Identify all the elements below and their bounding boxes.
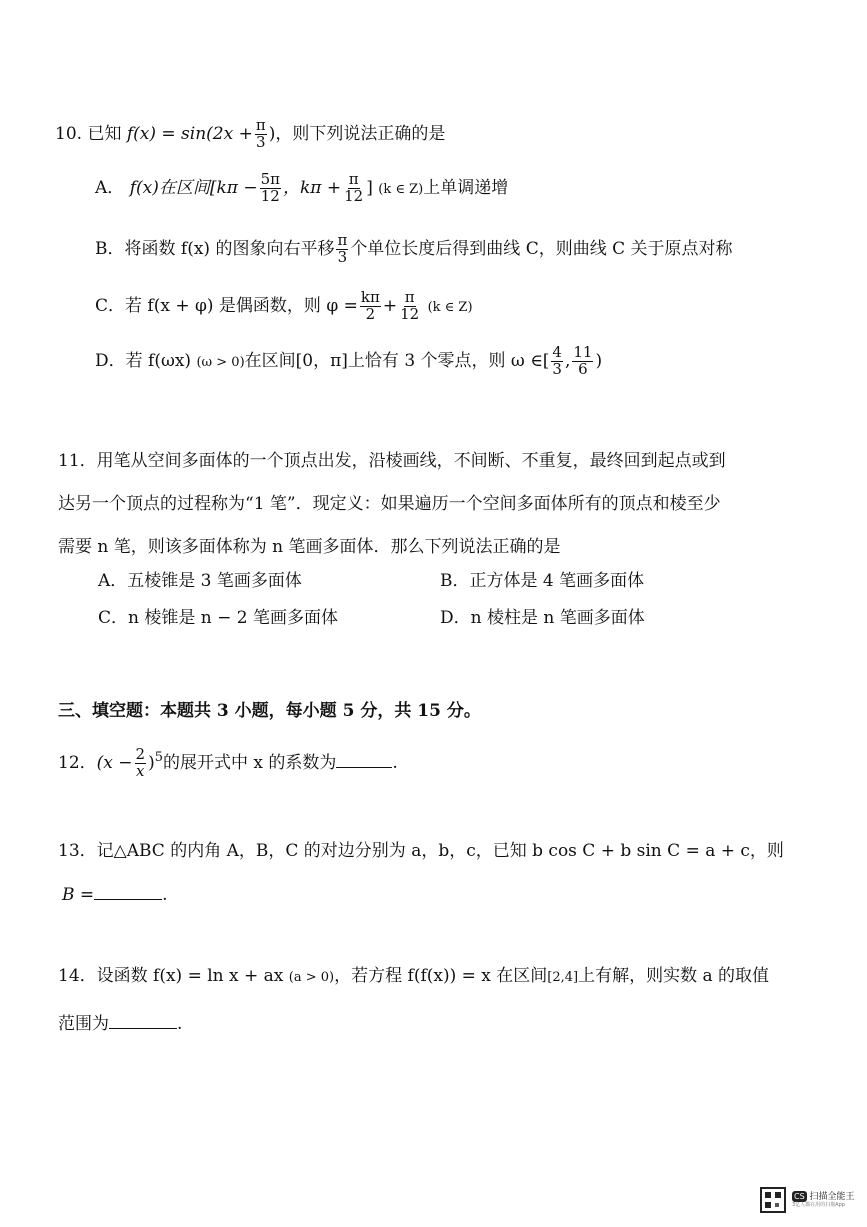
q11-option-a: A．五棱锥是 3 笔画多面体 (98, 571, 302, 591)
q12: 12．(x − $\frac{2}{x}$ )$^5$的展开式中 x 的系数为 . (58, 745, 398, 780)
qr-code-icon (760, 1187, 786, 1213)
q10-option-b: B．将函数 f(x) 的图象向右平移 $\frac{\pi}{3}$ 个单位长度后得到曲线 C，则曲线 C 关于原点对称 (95, 231, 733, 266)
scanner-watermark (760, 1183, 860, 1217)
q11-option-b: B．正方体是 4 笔画多面体 (440, 571, 645, 591)
q11-line-2: 达另一个顶点的过程称为“1 笔”．现定义：如果遍历一个空间多面体所有的顶点和棱至少 (58, 494, 721, 514)
q11-line-3: 需要 n 笔，则该多面体称为 n 笔画多面体．那么下列说法正确的是 (58, 537, 561, 557)
q10-option-a: A． f(x)在区间[kπ − $\frac{5\pi}{12}$ ，kπ + $\frac{\pi}{12}$ ] (k ∈ Z)上单调递增 (95, 170, 509, 205)
answer-blank (336, 753, 392, 768)
q13-line-1: 13．记△ABC 的内角 A，B，C 的对边分别为 a，b，c，已知 b cos C + b sin C = a + c，则 (58, 841, 784, 861)
q11-option-c: C．n 棱锥是 n − 2 笔画多面体 (98, 608, 338, 628)
section-heading: 三、填空题：本题共 3 小题，每小题 5 分，共 15 分。 (58, 701, 481, 721)
q10-option-c: C．若 f(x + φ) 是偶函数，则 φ = $\frac{k\pi}{2}$ + $\frac{\pi}{12}$ (k ∈ Z) (95, 288, 473, 323)
q10-frac: $\frac{\pi}{3}$ (255, 116, 266, 151)
q11-option-d: D．n 棱柱是 n 笔画多面体 (440, 608, 645, 628)
q13-line-2: B = . (62, 885, 168, 905)
answer-blank (94, 885, 162, 900)
app-logo-badge: CS (794, 1191, 805, 1201)
app-tagline: 3亿人都在用的扫描App (792, 1202, 845, 1209)
q10-stem: 10. 已知 f(x) = sin(2x + $\frac{\pi}{3}$ )，则下列说法正确的是 (55, 116, 446, 151)
q10-option-d: D．若 f(ωx) (ω > 0)在区间[0，π]上恰有 3 个零点，则 ω ∈[ $\frac{4}{3}$ , $\frac{11}{6}$ ) (95, 343, 603, 378)
q14-line-2: 范围为 . (58, 1014, 183, 1034)
q10-number: 10. (55, 123, 83, 144)
q14-line-1: 14．设函数 f(x) = ln x + ax (a > 0)，若方程 f(f(x)) = x 在区间[2,4]上有解，则实数 a 的取值 (58, 966, 770, 986)
q11-line-1: 11．用笔从空间多面体的一个顶点出发，沿棱画线，不间断、不重复，最终回到起点或到 (58, 451, 726, 471)
app-name: 扫描全能王 (809, 1191, 855, 1202)
answer-blank (109, 1014, 177, 1029)
